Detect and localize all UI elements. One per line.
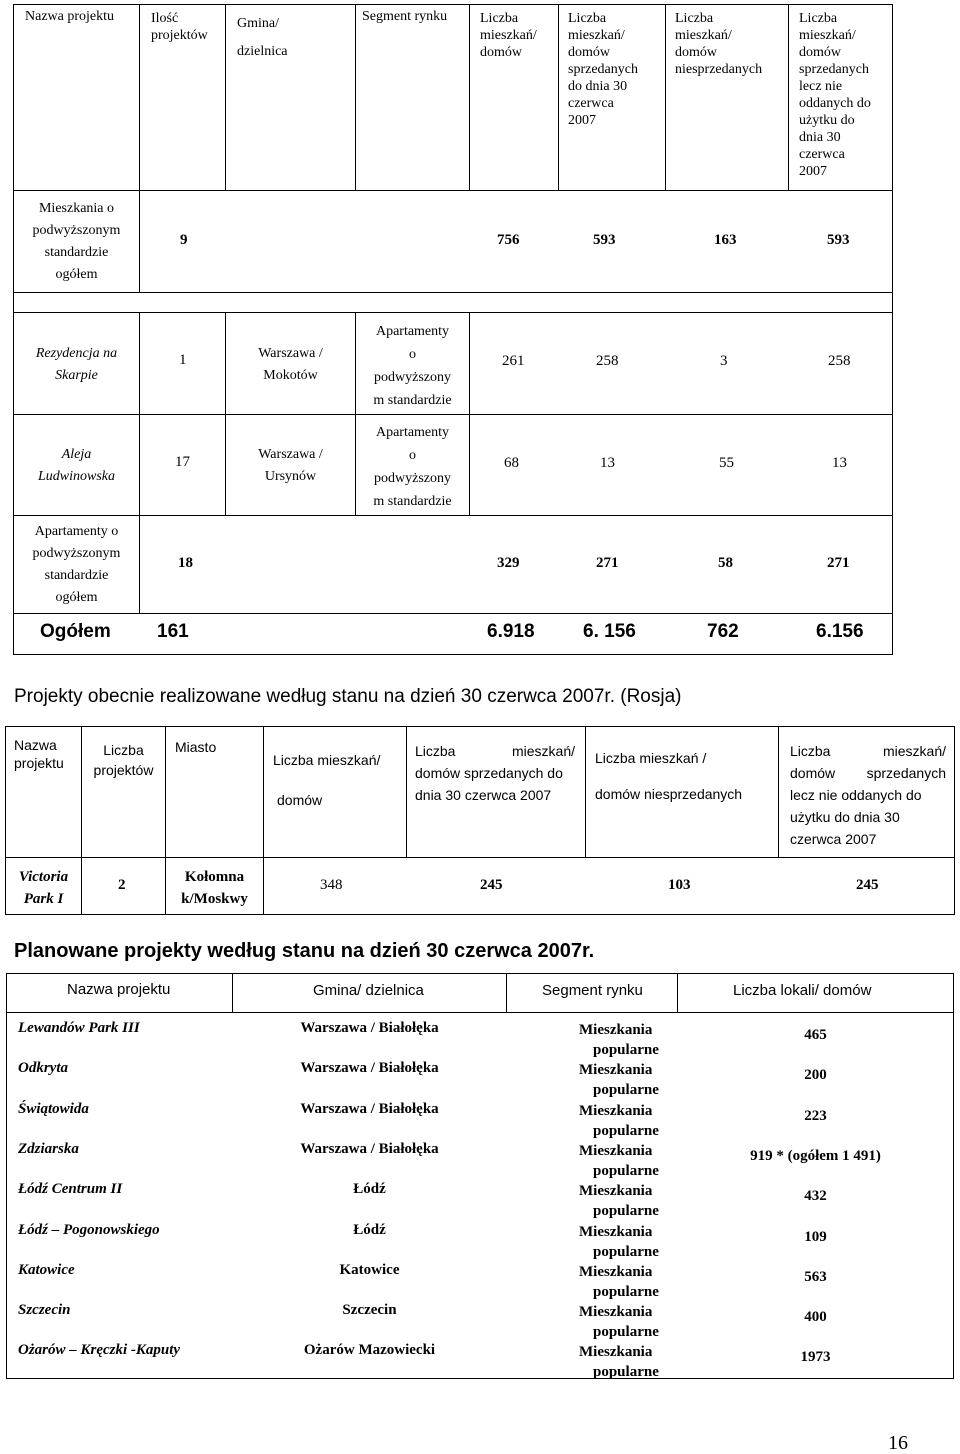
summary2-sold-nd: 271 (827, 555, 850, 571)
row-units: 400 (804, 1309, 827, 1326)
header-project-name: Nazwa projektu (25, 9, 115, 24)
row-segment: Apartamenty o podwyższony m standardzie (373, 425, 452, 509)
row-sold-nd: 13 (832, 455, 847, 471)
row-project-name: Aleja Ludwinowska (37, 447, 115, 484)
row-unsold: 3 (720, 353, 728, 369)
header-district: Gmina/ dzielnica (313, 982, 424, 999)
section-title-russia: Projekty obecnie realizowane według stanu na dzień 30 czerwca 2007r. (Rosja) (14, 686, 682, 707)
header-segment: Segment rynku (542, 982, 643, 999)
row-units: 432 (804, 1188, 827, 1205)
header-unsold: Liczba mieszkań / domów niesprzedanych (595, 750, 743, 802)
row-unsold: 103 (668, 877, 691, 893)
row-units: 1973 (800, 1349, 831, 1366)
row-project-name: Rezydencja na Skarpie (35, 346, 118, 383)
page-number: 16 (888, 1432, 908, 1454)
row-segment: Mieszkania popularne (579, 1263, 659, 1300)
row-segment: Mieszkania popularne (579, 1344, 659, 1381)
row-units: 563 (804, 1268, 827, 1285)
row-district: Warszawa / Ursynów (258, 447, 323, 484)
header-sold: Liczba mieszkań/ domów sprzedanych do dnia 30 czerwca 2007 (568, 11, 638, 128)
header-segment: Segment rynku (362, 9, 448, 24)
row-district: Warszawa / Mokotów (258, 346, 323, 383)
row-project-name: Szczecin (18, 1302, 71, 1319)
header-sold: Liczba mieszkań/ domów sprzedanych do dnia 30 czerwca 2007 (415, 743, 575, 803)
summary1-sold-nd: 593 (827, 232, 850, 248)
row-count: 17 (175, 454, 190, 470)
row-segment: Mieszkania popularne (579, 1022, 659, 1058)
row-district: Szczecin (342, 1302, 397, 1319)
total-label: Ogółem (40, 621, 111, 642)
row-district: Łódź (353, 1221, 386, 1238)
row-unsold: 55 (719, 455, 734, 471)
row-segment: Mieszkania popularne (579, 1304, 659, 1341)
header-units: Liczba lokali/ domów (733, 982, 872, 999)
header-project-name: Nazwa projektu (67, 981, 171, 998)
row-units: 348 (320, 877, 343, 893)
total-sold-nd: 6.156 (816, 621, 864, 642)
row-project-name: Odkryta (18, 1060, 68, 1077)
row-segment: Mieszkania popularne (579, 1183, 659, 1220)
row-project-name: Łódź – Pogonowskiego (18, 1221, 160, 1238)
row-district: Warszawa / Białołęka (300, 1100, 439, 1117)
row-district: Łódź (353, 1181, 386, 1198)
total-unsold: 762 (707, 621, 739, 642)
row-project-name: Ożarów – Kręczki -Kaputy (18, 1342, 181, 1359)
row-project-name: Łódź Centrum II (18, 1181, 123, 1198)
row-sold: 258 (596, 353, 619, 369)
row-units: 919 * (ogółem 1 491) (750, 1147, 881, 1164)
summary1-unsold: 163 (714, 232, 737, 248)
header-units: Liczba mieszkań/ domów (273, 752, 381, 808)
row-district: Katowice (339, 1261, 400, 1278)
summary2-count: 18 (178, 555, 193, 571)
summary-label-apartments-total: Apartamenty o podwyższonym standardzie ogółem (32, 524, 121, 605)
summary1-count: 9 (180, 232, 188, 248)
row-district: Warszawa / Białołęka (300, 1020, 439, 1036)
header-project-name: Nazwa projektu (14, 737, 64, 771)
header-sold-not-delivered: Liczba mieszkań/ domów sprzedanych lecz nie oddanych do użytku do dnia 30 czerwca 2007 (799, 11, 871, 179)
summary2-unsold: 58 (718, 555, 733, 571)
row-district: Warszawa / Białołęka (300, 1140, 439, 1157)
row-units: 465 (804, 1027, 827, 1043)
header-city: Miasto (175, 739, 217, 755)
row-units: 68 (504, 455, 519, 471)
row-project-name: Victoria Park I (18, 869, 69, 907)
summary2-units: 329 (497, 555, 520, 571)
summary2-sold: 271 (596, 555, 619, 571)
row-units: 223 (804, 1107, 827, 1124)
row-segment: Mieszkania popularne (579, 1142, 659, 1179)
header-district: Gmina/ dzielnica (237, 16, 288, 59)
row-segment: Mieszkania popularne (579, 1062, 659, 1099)
header-project-count: Liczba projektów (93, 742, 154, 778)
row-project-name: Katowice (18, 1261, 75, 1278)
row-district: Warszawa / Białołęka (300, 1060, 439, 1077)
header-project-count: Ilość projektów (151, 11, 208, 43)
row-segment: Apartamenty o podwyższony m standardzie (373, 324, 452, 408)
row-units: 109 (804, 1228, 827, 1245)
row-segment: Mieszkania popularne (579, 1223, 659, 1260)
header-units: Liczba mieszkań/ domów (480, 11, 537, 60)
row-project-name: Zdziarska (18, 1140, 79, 1157)
row-city: Kołomna k/Moskwy (181, 869, 248, 907)
row-segment: Mieszkania popularne (579, 1102, 659, 1139)
row-units: 261 (502, 353, 525, 369)
total-count: 161 (157, 621, 189, 642)
header-unsold: Liczba mieszkań/ domów niesprzedanych (675, 11, 763, 77)
row-sold-nd: 258 (828, 353, 851, 369)
row-district: Ożarów Mazowiecki (303, 1342, 436, 1359)
row-sold: 13 (600, 455, 615, 471)
total-units: 6.918 (487, 621, 535, 642)
section-title-planned: Planowane projekty według stanu na dzień 30 czerwca 2007r. (14, 940, 595, 962)
header-sold-not-delivered: Liczba mieszkań/ domów sprzedanych lecz nie oddanych do użytku do dnia 30 czerwca 2007 (790, 743, 946, 847)
row-project-name: Lewandów Park III (18, 1020, 140, 1036)
total-sold: 6. 156 (583, 621, 636, 642)
summary1-units: 756 (497, 232, 520, 248)
row-count: 2 (118, 877, 126, 893)
summary1-sold: 593 (593, 232, 616, 248)
row-project-name: Świątowida (18, 1100, 89, 1117)
row-count: 1 (179, 352, 187, 368)
row-sold: 245 (480, 877, 503, 893)
row-units: 200 (804, 1067, 827, 1084)
row-sold-nd: 245 (856, 877, 879, 893)
summary-label-apartments: Mieszkania o podwyższonym standardzie ogółem (32, 201, 121, 282)
